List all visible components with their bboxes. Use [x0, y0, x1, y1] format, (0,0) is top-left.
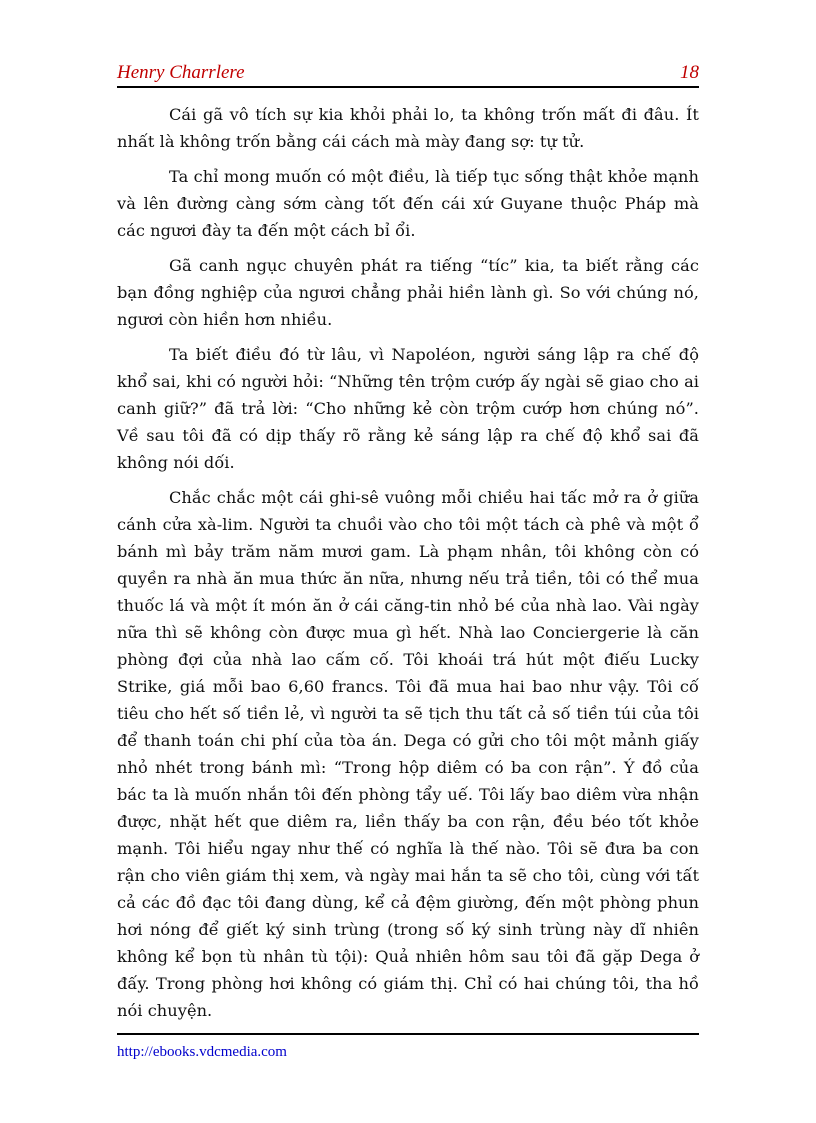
header-rule: [117, 86, 699, 88]
paragraph: Ta biết điều đó từ lâu, vì Napoléon, người sáng lập ra chế độ khổ sai, khi có người hỏi: “Những tên trộm cướp ấy ngài sẽ giao cho ai canh giữ?” đã trả lời: “Cho những kẻ còn trộm cướp hơn chúng nó”. Về sau tôi đã có dịp thấy rõ rằng kẻ sáng lập ra chế độ khổ sai đã không nói dối.: [117, 345, 699, 472]
body-text: [117, 101, 699, 1032]
footer-link[interactable]: http://ebooks.vdcmedia.com: [117, 1044, 287, 1060]
page-header: [117, 62, 699, 86]
header-author: Henry Charrlere: [117, 62, 245, 83]
footer-rule: [117, 1033, 699, 1035]
paragraph: Gã canh ngục chuyên phát ra tiếng “tíc” kia, ta biết rằng các bạn đồng nghiệp của ngươi chẳng phải hiền lành gì. So với chúng nó, ngươi còn hiền hơn nhiều.: [117, 256, 699, 329]
paragraph: Chắc chắc một cái ghi-sê vuông mỗi chiều hai tấc mở ra ở giữa cánh cửa xà-lim. Người ta chuồi vào cho tôi một tách cà phê và một ổ bánh mì bảy trăm năm mươi gam. Là phạm nhân, tôi không còn có quyền ra nhà ăn mua thức ăn nữa, nhưng nếu trả tiền, tôi có thể mua thuốc lá và một ít món ăn ở cái căng-tin nhỏ bé của nhà lao. Vài ngày nữa thì sẽ không còn được mua gì hết. Nhà lao Conciergerie là căn phòng đợi của nhà lao cấm cố. Tôi khoái trá hút một điếu Lucky Strike, giá mỗi bao 6,60 francs. Tôi đã mua hai bao như vậy. Tôi cố tiêu cho hết số tiền lẻ, vì người ta sẽ tịch thu tất cả số tiền túi của tôi để thanh toán chi phí của tòa án. Dega có gửi cho tôi một mảnh giấy nhỏ nhét trong bánh mì: “Trong hộp diêm có ba con rận”. Ý đồ của bác ta là muốn nhắn tôi đến phòng tẩy uế. Tôi lấy bao diêm vừa nhận được, nhặt hết que diêm ra, liền thấy ba con rận, đều béo tốt khỏe mạnh. Tôi hiểu ngay như thế có nghĩa là thế nào. Tôi sẽ đưa ba con rận cho viên giám thị xem, và ngày mai hắn ta sẽ cho tôi, cùng với tất cả các đồ đạc tôi đang dùng, kể cả đệm giường, đến một phòng phun hơi nóng để giết ký sinh trùng (trong số ký sinh trùng này dĩ nhiên không kể bọn tù nhân tù tội): Quả nhiên hôm sau tôi đã gặp Dega ở đấy. Trong phòng hơi không có giám thị. Chỉ có hai chúng tôi, tha hồ nói chuyện.: [117, 488, 699, 1020]
page-number: 18: [680, 62, 699, 83]
paragraph: Cái gã vô tích sự kia khỏi phải lo, ta không trốn mất đi đâu. Ít nhất là không trốn bằng cái cách mà mày đang sợ: tự tử.: [117, 105, 699, 151]
paragraph: Ta chỉ mong muốn có một điều, là tiếp tục sống thật khỏe mạnh và lên đường càng sớm càng tốt đến cái xứ Guyane thuộc Pháp mà các ngươi đày ta đến một cách bỉ ổi.: [117, 167, 699, 240]
